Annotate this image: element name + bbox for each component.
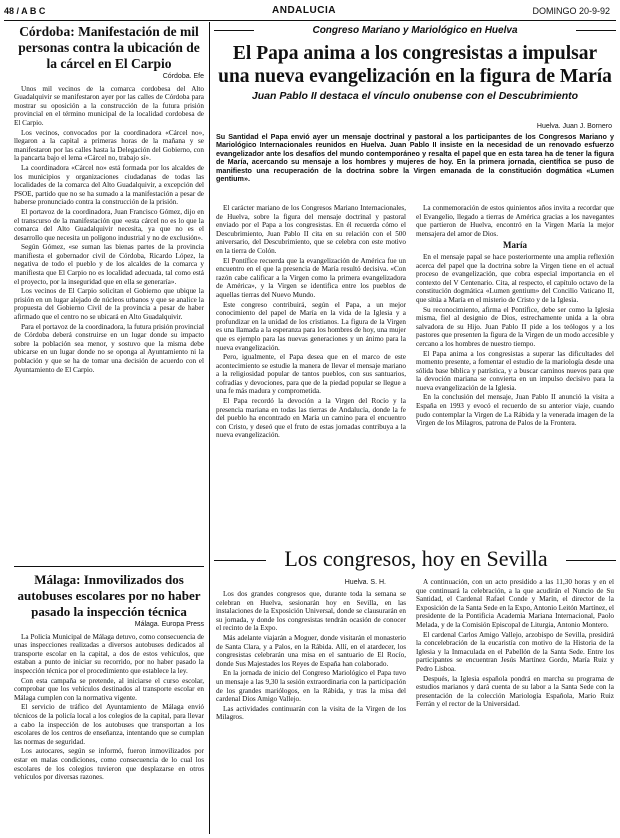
sevilla-headline: Los congresos, hoy en Sevilla xyxy=(266,544,566,574)
cordoba-paragraph: Unos mil vecinos de la comarca cordobesa del Alto Guadalquivir se manifestaron ayer por las calles de Córdoba para mostrar su oposición a la construcción de la futura prisión provincial en el término municipal de la localidad cordobesa de El Carpio. xyxy=(14,84,204,127)
cordoba-paragraph: El portavoz de la coordinadora, Juan Francisco Gómez, dijo en el transcurso de la manifestación que «esta cárcel no es lo que la comarca del Alto Guadalquivir necesita, ya que no es el desarrollo que necesita un polígono industrial y no de exclusión». xyxy=(14,207,204,242)
main-kicker: Congreso Mariano y Mariológico en Huelva xyxy=(254,24,576,37)
section-title: ANDALUCIA xyxy=(272,5,336,16)
main-paragraph: El carácter mariano de los Congresos Mariano Internacionales, de Huelva, sobre la figura del mensaje doctrinal y pastoral enviado por el Papa a los congresistas. En él recuerda cómo el Descubrimiento, Juan Pablo II cita en su relación con el 500 aniversario, del Descubrimiento, que se celebra con este motivo en la tierra de Colón. xyxy=(216,204,406,255)
left-divider xyxy=(14,566,204,567)
main-paragraph: El Pontífice recuerda que la evangelización de América fue un encuentro en el que la presencia de María resultó decisiva. «Con razón cabe calificar a la Virgen como la primera evangelizadora de América», y la Virgen se identifica entre los pueblos de aquellas tierras del Nuevo Mundo. xyxy=(216,256,406,299)
sevilla-paragraph: A continuación, con un acto presidido a las 11,30 horas y en el que continuará la celebración, a la que acudirán el Nuncio de Su Santidad, el Cardenal Rafael Conde y Marín, el director de la Exposición de la Santa Sede en la Expo, Antonio Leitón Martínez, el presidente de la Pontificia Academia Mariana Internacional, Paolo Melada, y de la Comisión Episcopal de Liturgia, Antonio Montero. xyxy=(416,578,614,629)
main-paragraph: En el mensaje papal se hace posteriormente una amplia reflexión acerca del papel que la doctrina sobre la Virgen tiene en el actual proceso de evangelización, que cobra especial importancia en el contexto del V Centenario. Cita, al respecto, el capítulo octavo de la constitución dogmática «Lumen gentium» del Concilio Vaticano II, que sitúa a María en el misterio de Cristo y de la Iglesia. xyxy=(416,252,614,304)
main-paragraph: Pero, igualmente, el Papa desea que en el marco de este acontecimiento se estudie la manera de llevar el mensaje mariano a la religiosidad popular de tantos pueblos, con sus santuarios, cofradías y devociones, para que de la piedad popular se llegue a una fe más madura y comprometida. xyxy=(216,353,406,396)
sevilla-paragraph: El cardenal Carlos Amigo Vallejo, arzobispo de Sevilla, presidirá la concelebración de la eucaristía con motivo de la Historia de la Iglesia y la Inmaculada en el Pabellón de la Santa Sede. Entre los participantes se encuentran Jesús Martínez Gordo, María Ruiz y Pedro Lisboa. xyxy=(416,630,614,673)
cordoba-headline: Córdoba: Manifestación de mil personas contra la ubicación de la cárcel en El Carpio xyxy=(18,24,200,71)
sevilla-headline-bar xyxy=(214,544,616,576)
sevilla-paragraph: En la jornada de inicio del Congreso Mariológico el Papa tuvo un mensaje a las 9,30 la sesión extraordinaria con la participación de los grandes mariólogos, en la Rábida, y tras la misa del cardenal Dios Amigo Vallejo. xyxy=(216,669,406,704)
header-rule xyxy=(4,20,616,21)
main-byline: Huelva. Juan J. Bornero xyxy=(536,123,612,130)
maria-subheading: María xyxy=(503,240,527,251)
cordoba-paragraph: Para el portavoz de la coordinadora, la futura prisión provincial de Córdoba deberá construirse en un lugar donde su impacto sobre la población sea menor, y sostuvo que la misma debe ubicarse en un lugar donde no se oponga al Ayuntamiento ni la población y que se ha de tomar una decisión de acuerdo con el Ayuntamiento de El Carpio. xyxy=(14,322,204,374)
sevilla-column-2 xyxy=(416,578,614,834)
main-headline: El Papa anima a los congresistas a impulsar una nueva evangelización en la figura de María xyxy=(218,43,612,87)
sevilla-column-1 xyxy=(216,590,406,834)
malaga-paragraph: La Policía Municipal de Málaga detuvo, como consecuencia de unas inspecciones realizadas a diversos autobuses dedicados al transporte escolar en la capital, a dos de estos vehículos, que estaban a punto de iniciar su recorrido, por no haber pasado la inspección técnica por el procedimiento que establece la ley. xyxy=(14,632,204,675)
main-lead: Su Santidad el Papa envió ayer un mensaje doctrinal y pastoral a los participantes de los Congresos Mariano y Mariológico Internacionales reunidos en Huelva. Juan Pablo II insiste en la necesidad de un renovado esfuerzo evangelizador ante los desafíos del mundo contemporáneo y resalta el papel que en esta tarea ha de tener la figura de María, acercando su mensaje a los hombres y mujeres de hoy. En la primera jornada, científica se puso de manifiesto una recuperación de la doctrina sobre la Virgen emanada de la constitución dogmática «Lumen gentium». xyxy=(216,133,614,184)
sevilla-paragraph: Después, la Iglesia española pondrá en marcha su programa de estudios marianos y dará cuenta de su labor a la Santa Sede con la presentación de la colección Mariología Española, Mario Ruiz Ferrán y el rector de la Universidad. xyxy=(416,674,614,709)
cordoba-paragraph: Los vecinos, convocados por la coordinadora «Cárcel no», llegaron a la capital a primeras horas de la mañana y se manifestaron por las calles hasta la Delegación del Gobierno, con la pancarta bajo el lema «Cárcel no, trabajo sí». xyxy=(14,128,204,163)
main-paragraph: El Papa recordó la devoción a la Virgen del Rocío y la presencia mariana en todas las tierras de Andalucía, donde la fe del pueblo ha encontrado en María un camino para el encuentro con Cristo, y deseó que el fruto de estas jornadas contribuya a la nueva evangelización. xyxy=(216,397,406,440)
main-subheadline: Juan Pablo II destaca el vínculo onubense con el Descubrimiento xyxy=(251,90,579,102)
main-paragraph: La conmemoración de estos quinientos años invita a recordar que el Evangelio, llegado a tierras de América gracias a los navegantes que partieron de Huelva, encontró en la Virgen María la mejor mensajera del amor de Dios. xyxy=(416,204,614,238)
malaga-headline: Málaga: Inmovilizados dos autobuses escolares por no haber pasado la inspección técnica xyxy=(17,572,201,619)
main-paragraph: El Papa anima a los congresistas a superar las dificultades del momento presente, a fomentar el estudio de la mariología desde una sólida base bíblica y patrística, y a buscar caminos nuevos para que la devoción mariana se convierta en un impulso decisivo para la nueva evangelización de la Iglesia. xyxy=(416,349,614,392)
cordoba-paragraph: Los vecinos de El Carpio solicitan el Gobierno que ubique la prisión en un lugar alejado de núcleos urbanos y que se analice la propuesta del Gobierno Civil de la provincia a pesar de haber afirmado que el centro no se ubicará en Alto Guadalquivir. xyxy=(14,287,204,322)
sevilla-paragraph: Los dos grandes congresos que, durante toda la semana se celebran en Huelva, sesionarán hoy en Sevilla, en las instalaciones de la Exposición Universal, donde se clausurarán en su jornada, y donde los congresistas tendrán ocasión de conocer el recinto de la Expo. xyxy=(216,590,406,633)
cordoba-paragraph: La coordinadora «Cárcel no» está formada por los alcaldes de los municipios y organizaciones ciudadanas de todas las localidades de la comarca del Alto Guadalquivir, a excepción del PSOE, partido que no se ha sumado a la manifestación a pesar de haberse pronunciado contra la construcción de la prisión. xyxy=(14,163,204,207)
main-paragraph: Su reconocimiento, afirma el Pontífice, debe ser como la Iglesia misma, fiel al designio de Dios, estrechamente unida a la obra salvadora de su Hijo. Juan Pablo II pide a los teólogos y a los pastores que presenten la figura de la Virgen de un modo accesible y cercano a los hombres de nuestro tiempo. xyxy=(416,305,614,348)
sevilla-paragraph: Las actividades continuarán con la visita de la Virgen de los Milagros. xyxy=(216,704,406,722)
malaga-paragraph: Con esta campaña se pretende, al iniciarse el curso escolar, comprobar que los vehículos destinados al transporte escolar en Málaga cumplen con la normativa vigente. xyxy=(14,676,204,702)
page-label: 48 / A B C xyxy=(4,6,46,16)
sevilla-byline: Huelva. S. H. xyxy=(344,579,386,586)
main-column-2 xyxy=(416,204,614,534)
main-paragraph: En la conclusión del mensaje, Juan Pablo II anunció la visita a España en 1993 y evocó el recuerdo de su anterior viaje, cuando pudo contemplar la Virgen de La Rábida y la venerada imagen de la Virgen de los Milagros, patrona de Palos de la Frontera. xyxy=(416,393,614,428)
cordoba-article xyxy=(14,24,204,564)
main-column-1 xyxy=(216,204,406,534)
cordoba-byline: Córdoba. Efe xyxy=(162,73,204,80)
issue-date: DOMINGO 20-9-92 xyxy=(532,6,610,16)
malaga-article xyxy=(14,572,204,834)
malaga-byline: Málaga. Europa Press xyxy=(134,621,204,628)
main-kicker-bar xyxy=(214,24,616,38)
main-paragraph: Este congreso contribuirá, según el Papa, a un mejor conocimiento del papel de María en la vida de la Iglesia y a profundizar en la unidad de los cristianos. La figura de la Virgen es una llamada a la esperanza para los hombres de hoy, una mujer que es ejemplo para las nuevas generaciones y un ánimo para la nueva evangelización. xyxy=(216,300,406,352)
cordoba-paragraph: Según Gómez, «se suman las bienas partes de la provincia manifiesta el gobernador civil de Córdoba, Ricardo López, la negativa de todo el pueblo y de los alcaldes de la comarca y manifiesta que El Carpio no es localidad adecuada, tal como está el proyecto, por la inseguridad que en ella se generaría». xyxy=(14,243,204,286)
malaga-paragraph: Los autocares, según se informó, fueron inmovilizados por estar en malas condiciones, como consecuencia de lo cual los escolares de los colegios tuvieron que desplazarse en otros vehículos por diversas razones. xyxy=(14,747,204,782)
sevilla-paragraph: Más adelante viajarán a Moguer, donde visitarán el monasterio de Santa Clara, y a Palos, en la Rábida. Allí, en el atardecer, los congresistas celebrarán una misa en el santuario de El Rocío, donde Sus Majestades los Reyes de España han colaborado. xyxy=(216,633,406,668)
page-header xyxy=(4,6,616,20)
malaga-paragraph: El servicio de tráfico del Ayuntamiento de Málaga envió técnicos de la policía local a los colegios de la capital, para llevar a cabo la inspección de los autobuses que transportan a los escolares de los centros de enseñanza, intentando que se cumplan las normas de seguridad. xyxy=(14,703,204,746)
column-separator xyxy=(209,22,210,834)
